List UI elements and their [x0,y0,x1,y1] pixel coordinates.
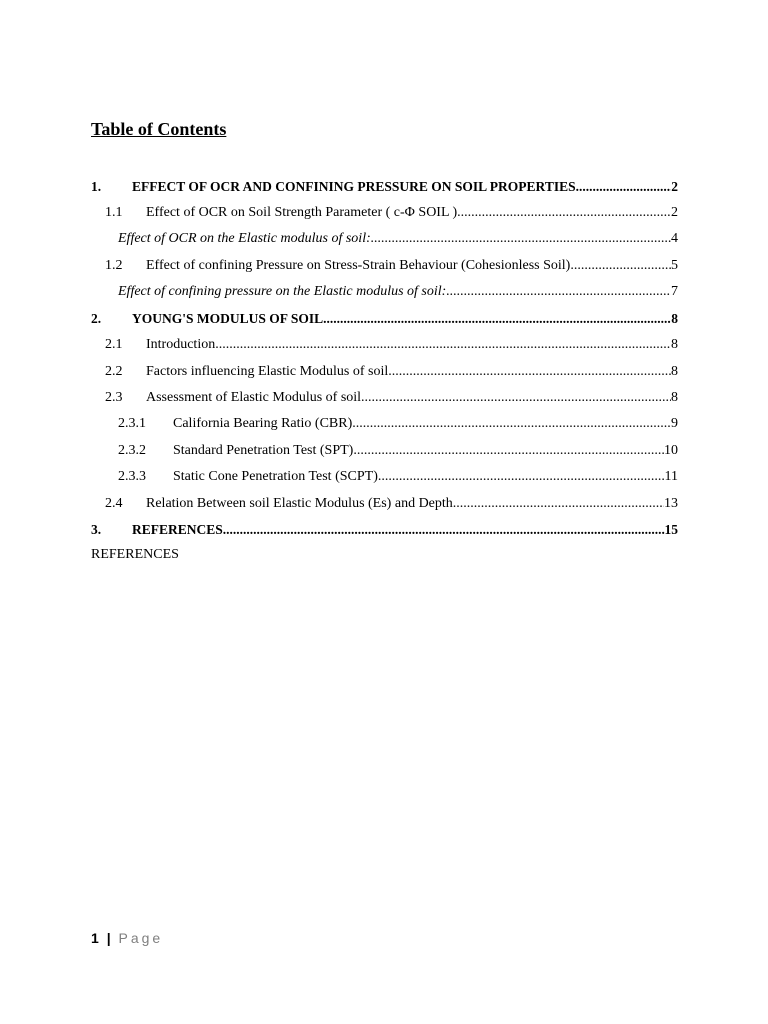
toc-entry-title: EFFECT OF OCR AND CONFINING PRESSURE ON SOIL PROPERTIES [132,179,576,194]
toc-leader [388,364,671,380]
toc-entry-title: Effect of OCR on the Elastic modulus of soil: [118,231,371,246]
toc-entry-title: Static Cone Penetration Test (SCPT) [173,469,378,484]
toc-entry-page: 13 [664,496,678,511]
toc-entry[interactable] [91,464,678,490]
toc-entry-title: Effect of OCR on Soil Strength Parameter ( c-Φ SOIL ) [146,205,458,220]
toc-leader [371,231,671,247]
toc-leader [453,496,664,512]
toc-entry-title: California Bearing Ratio (CBR) [173,416,353,431]
toc-entry[interactable] [91,385,678,411]
page-number: 1 [91,930,99,946]
toc-entry[interactable] [91,253,678,279]
toc-leader [378,469,665,485]
toc-leader [570,258,671,274]
toc-leader [323,311,671,327]
toc-entry-page: 8 [671,337,678,352]
toc-entry-title: Standard Penetration Test (SPT) [173,443,354,458]
toc-entry[interactable] [91,411,678,437]
toc-leader [457,205,671,221]
toc-entry-number: 2.4 [105,496,123,511]
toc-entry-page: 2 [671,179,678,194]
toc-leader [353,443,664,459]
toc-leader [215,337,671,353]
toc-entry-number: 2.3 [105,390,123,405]
toc-entry[interactable] [91,438,678,464]
page-separator: | [106,930,111,946]
toc-entry-page: 15 [664,522,678,537]
toc-entry[interactable] [91,517,678,543]
page-footer [91,930,163,946]
toc-entry-page: 11 [664,469,678,484]
toc-title: Table of Contents [91,119,227,139]
toc-leader [352,416,671,432]
toc-entry-number: 2.1 [105,337,123,352]
toc-entry[interactable] [91,279,678,305]
toc-entry-number: 2.2 [105,364,123,379]
toc-entry-title: REFERENCES [132,522,223,537]
toc-entry-number: 1. [91,179,102,194]
toc-entry-page: 5 [671,258,678,273]
toc-entry-page: 9 [671,416,678,431]
toc-leader [576,179,672,195]
toc-entry[interactable] [91,226,678,252]
toc-leader [361,390,671,406]
toc-entry-number: 2. [91,311,102,326]
toc-entry-page: 7 [671,284,678,299]
toc-entry-number: 2.3.2 [118,443,146,458]
toc-entry-title: Assessment of Elastic Modulus of soil [146,390,362,405]
toc-entry-page: 2 [671,205,678,220]
toc-entry-title: Effect of confining pressure on the Elastic modulus of soil: [118,284,447,299]
toc-entry-title: YOUNG'S MODULUS OF SOIL [132,311,324,326]
toc-entry-number: 2.3.3 [118,469,146,484]
toc-entry-title: Effect of confining Pressure on Stress-Strain Behaviour (Cohesionless Soil) [146,258,571,273]
toc-entry-number: 1.2 [105,258,123,273]
toc-entry-page: 8 [671,390,678,405]
toc-entry-title: Relation Between soil Elastic Modulus (Es) and Depth [146,496,453,511]
toc-leader [446,284,671,300]
toc-entry-page: 4 [671,231,678,246]
toc-entry[interactable] [91,491,678,517]
toc-entry-number: 3. [91,522,102,537]
toc-entry[interactable] [91,174,678,200]
toc-entry-title: Introduction [146,337,216,352]
toc-entry-number: 1.1 [105,205,123,220]
toc-entry-page: 10 [664,443,678,458]
toc-leader [223,522,665,538]
toc-entry[interactable] [91,359,678,385]
toc-entry-title: Factors influencing Elastic Modulus of soil [146,364,389,379]
trailing-references-text: REFERENCES [91,547,179,562]
toc-entry-page: 8 [671,311,678,326]
toc-entry[interactable] [91,200,678,226]
page-word: Page [118,930,164,946]
toc-entry[interactable] [91,306,678,332]
toc-entry[interactable] [91,332,678,358]
toc-entry-page: 8 [671,364,678,379]
toc-entry-number: 2.3.1 [118,416,146,431]
